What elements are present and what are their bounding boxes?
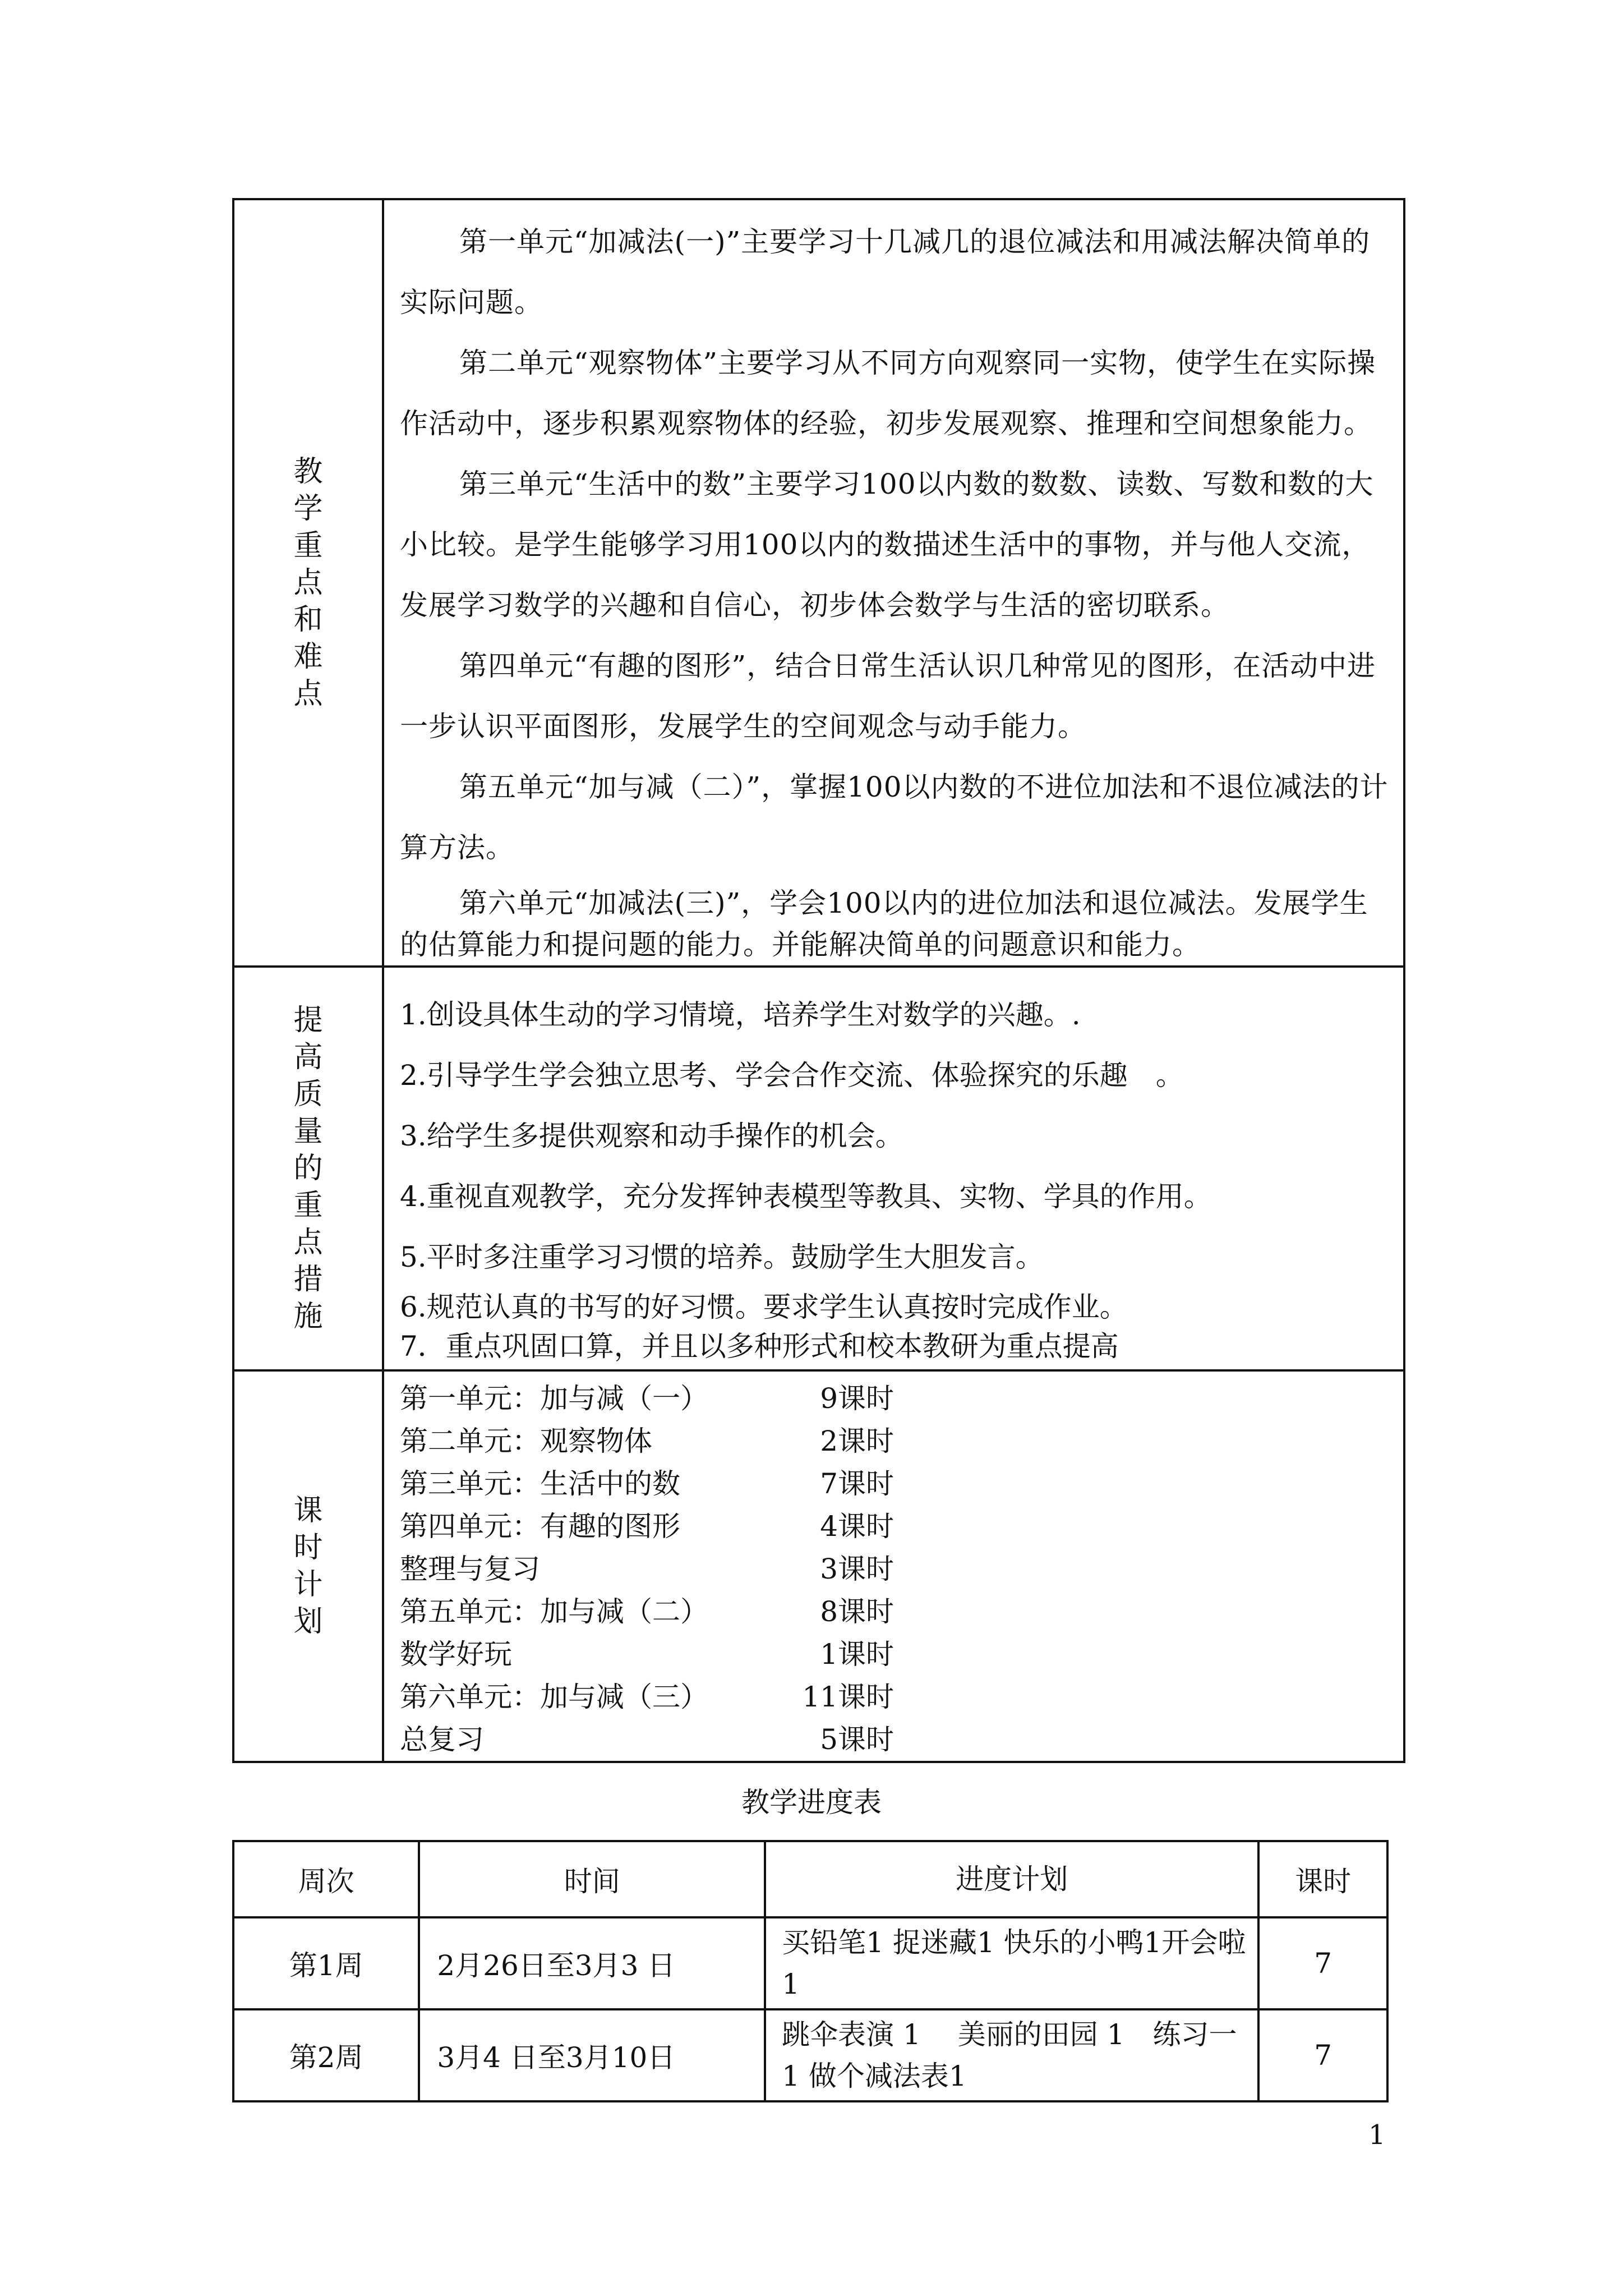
schedule-hours: 7: [1258, 2009, 1387, 2101]
hours-plan-unit: 第四单元：有趣的图形: [400, 1510, 680, 1543]
hours-plan-unit: 总复习: [400, 1723, 484, 1756]
hours-plan-item: [400, 1505, 1389, 1548]
hours-plan-unit: 第二单元：观察物体: [400, 1425, 652, 1457]
hours-plan-item: [400, 1420, 1389, 1462]
hours-plan-hours: 1课时: [820, 1638, 894, 1671]
hours-plan-unit: 第六单元：加与减（三）: [400, 1681, 708, 1713]
focus-paragraph: 第三单元“生活中的数”主要学习100以内数的数数、读数、写数和数的大小比较。是学生能够学习用100以内的数描述生活中的事物，并与他人交流，发展学习数学的兴趣和自信心，初步体会数学与生活的密切联系。: [400, 468, 1374, 622]
hours-plan-item: [400, 1676, 1389, 1718]
focus-paragraph: 第一单元“加减法(一)”主要学习十几减几的退位减法和用减法解决简单的实际问题。: [400, 226, 1371, 319]
focus-row: [233, 199, 1404, 967]
focus-label-cell: [233, 199, 383, 967]
hours-plan-hours: 9课时: [820, 1382, 894, 1415]
header-plan: 进度计划: [765, 1841, 1258, 1917]
hours-plan-item: [400, 1633, 1389, 1676]
hours-plan-hours: 4课时: [820, 1510, 894, 1543]
hours-plan-unit: 第五单元：加与减（二）: [400, 1595, 708, 1628]
measure-item: 7．重点巩固口算，并且以多种形式和校本教研为重点提高: [400, 1330, 1119, 1363]
measure-item: 2.引导学生学会独立思考、学会合作交流、体验探究的乐趣 。: [400, 1059, 1184, 1092]
measure-item: 1.创设具体生动的学习情境，培养学生对数学的兴趣。.: [400, 999, 1081, 1031]
measure-item: 4.重视直观教学，充分发挥钟表模型等教具、实物、学具的作用。: [400, 1180, 1212, 1213]
focus-paragraph: 第五单元“加与减（二）”，掌握100以内数的不进位加法和不退位减法的计算方法。: [400, 771, 1389, 864]
header-week: 周次: [233, 1841, 419, 1917]
schedule-plan: 跳伞表演 1 美丽的田园 1 练习一 1 做个减法表1: [765, 2009, 1258, 2101]
page-number: 1: [1368, 2119, 1386, 2151]
measure-item: 6.规范认真的书写的好习惯。要求学生认真按时完成作业。: [400, 1291, 1128, 1323]
measure-item: 3.给学生多提供观察和动手操作的机会。: [400, 1120, 903, 1152]
focus-paragraph: 第四单元“有趣的图形”，结合日常生活认识几种常见的图形，在活动中进一步认识平面图形，发展学生的空间观念与动手能力。: [400, 650, 1376, 743]
hours-plan-unit: 第一单元：加与减（一）: [400, 1382, 708, 1415]
hours-plan-label: 课时计划: [293, 1494, 323, 1639]
hours-plan-hours: 11课时: [802, 1681, 894, 1713]
schedule-row: [233, 2009, 1387, 2101]
focus-paragraph: 第六单元“加减法(三)”，学会100以内的进位加法和退位减法。发展学生的估算能力和提问题的能力。并能解决简单的问题意识和能力。: [400, 887, 1368, 961]
hours-plan-unit: 第三单元：生活中的数: [400, 1467, 680, 1500]
hours-plan-item: [400, 1718, 1389, 1761]
schedule-time: 3月4 日至3月10日: [419, 2009, 765, 2101]
schedule-caption: 教学进度表: [741, 1786, 882, 1819]
schedule-header-row: [233, 1841, 1387, 1917]
hours-plan-item: [400, 1377, 1389, 1420]
schedule-time: 2月26日至3月3 日: [419, 1917, 765, 2009]
schedule-table: [232, 1840, 1389, 2102]
hours-plan-row: [233, 1370, 1404, 1762]
header-time: 时间: [419, 1841, 765, 1917]
measures-row: [233, 967, 1404, 1370]
focus-content: [383, 199, 1404, 967]
hours-plan-hours: 3课时: [820, 1553, 894, 1585]
measures-label-cell: [233, 967, 383, 1370]
focus-paragraph: 第二单元“观察物体”主要学习从不同方向观察同一实物，使学生在实际操作活动中，逐步积累观察物体的经验，初步发展观察、推理和空间想象能力。: [400, 347, 1376, 440]
hours-plan-item: [400, 1590, 1389, 1633]
plan-table: [232, 198, 1405, 1763]
measures-label: 提高质量的重点措施: [293, 1004, 323, 1333]
hours-plan-hours: 8课时: [820, 1595, 894, 1628]
schedule-week: 第1周: [233, 1917, 419, 2009]
measure-item: 5.平时多注重学习习惯的培养。鼓励学生大胆发言。: [400, 1241, 1044, 1273]
hours-plan-item: [400, 1548, 1389, 1590]
hours-plan-unit: 数学好玩: [400, 1638, 512, 1671]
hours-plan-hours: 5课时: [820, 1723, 894, 1756]
measures-content: [383, 967, 1404, 1370]
header-hours: 课时: [1258, 1841, 1387, 1917]
hours-plan-label-cell: [233, 1370, 383, 1762]
hours-plan-hours: 7课时: [820, 1467, 894, 1500]
focus-label: 教学重点和难点: [293, 455, 323, 711]
schedule-plan: 买铅笔1 捉迷藏1 快乐的小鸭1开会啦 1: [765, 1917, 1258, 2009]
schedule-row: [233, 1917, 1387, 2009]
hours-plan-hours: 2课时: [820, 1425, 894, 1457]
schedule-week: 第2周: [233, 2009, 419, 2101]
hours-plan-item: [400, 1462, 1389, 1505]
hours-plan-content: [383, 1370, 1404, 1762]
schedule-hours: 7: [1258, 1917, 1387, 2009]
hours-plan-unit: 整理与复习: [400, 1553, 540, 1585]
